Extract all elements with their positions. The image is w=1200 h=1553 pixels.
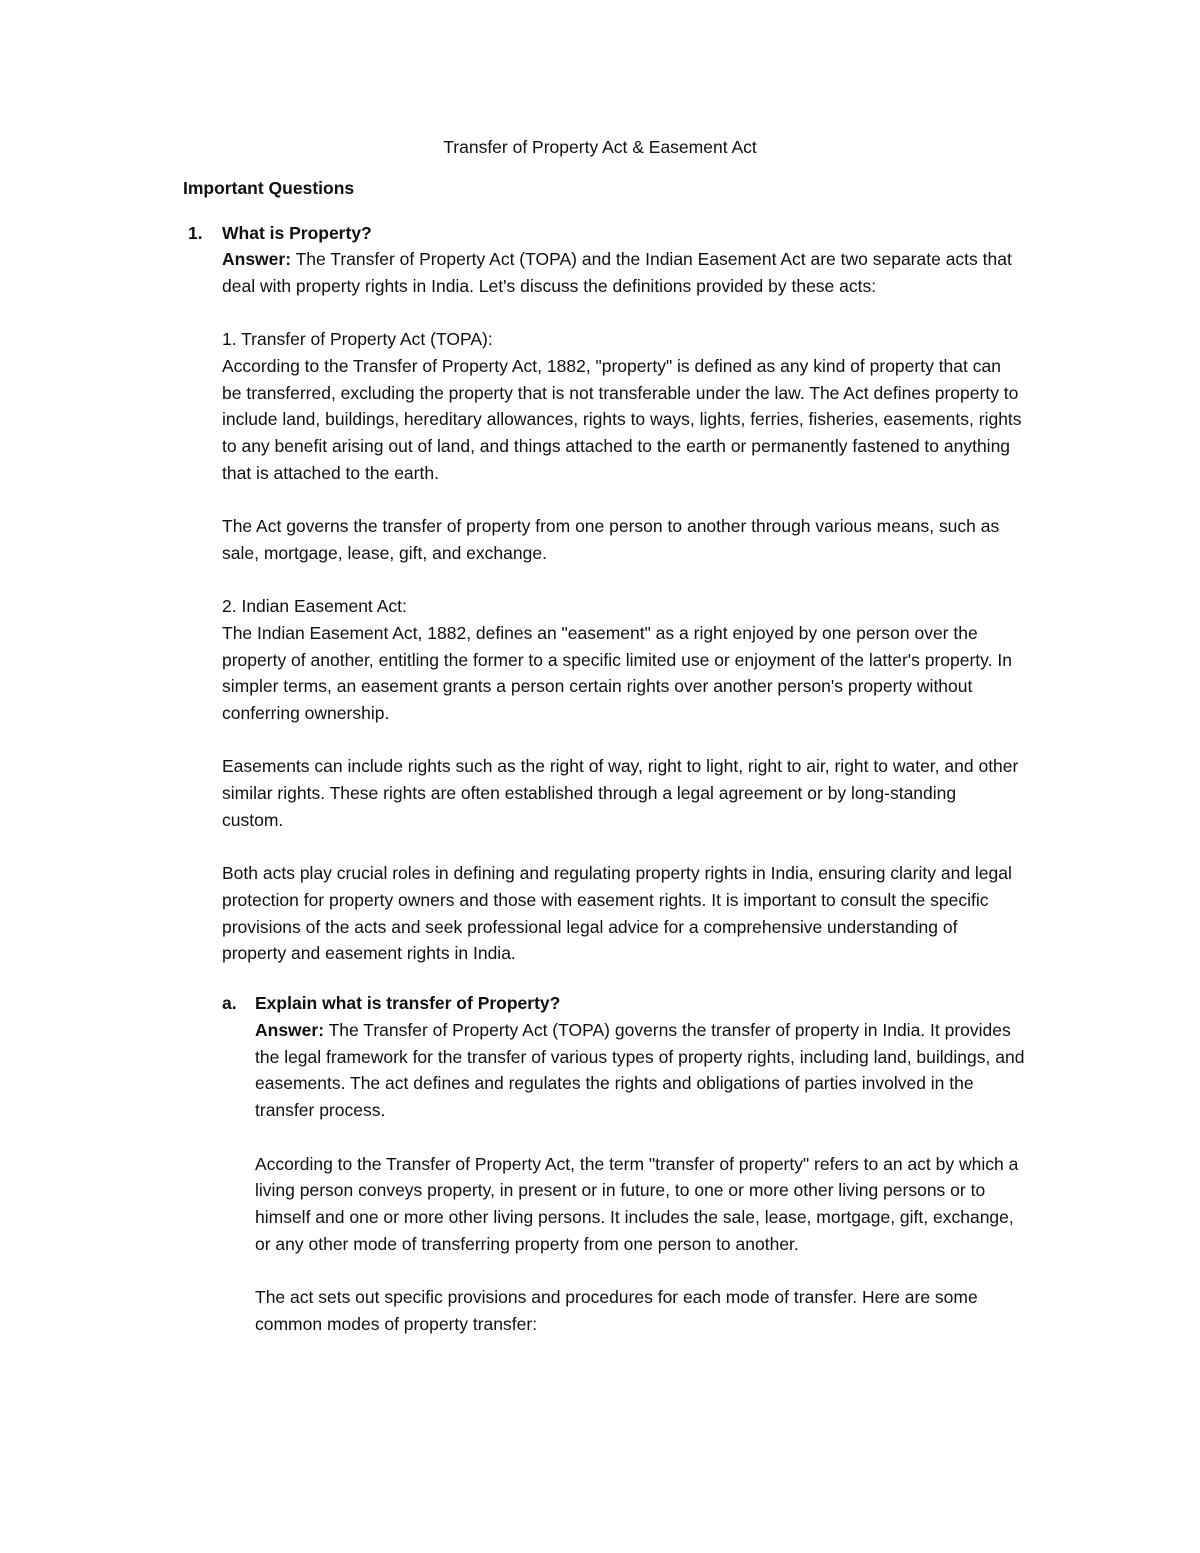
question-number: 1. — [188, 223, 203, 243]
easement-heading: 2. Indian Easement Act: — [222, 596, 407, 617]
answer-intro-paragraph — [222, 246, 1022, 299]
sub-question-title: Explain what is transfer of Property? — [255, 993, 561, 1013]
easement-paragraph-1: The Indian Easement Act, 1882, defines an "easement" as a right enjoyed by one person over the property of another, entitling the former to a specific limited use or enjoyment of the latter's property. In simpler terms, an easement grants a person certain rights over another person's property without conferring ownership. — [222, 622, 1012, 723]
question-title: What is Property? — [222, 223, 372, 243]
answer-label: Answer: — [222, 249, 292, 269]
sub-answer-paragraph-1 — [255, 1017, 1025, 1124]
sub-answer-paragraph-2: According to the Transfer of Property Act, the term "transfer of property" refers to an act by which a living person conveys property, in present or in future, to one or more other living persons or to himself and one or more other living persons. It includes the sale, lease, mortgage, gift, exchange, or any other mode of transferring property from one person to another. — [255, 1153, 1019, 1254]
document-title: Transfer of Property Act & Easement Act — [443, 137, 757, 157]
topa-heading: 1. Transfer of Property Act (TOPA): — [222, 329, 493, 350]
conclusion-paragraph: Both acts play crucial roles in defining and regulating property rights in India, ensuring clarity and legal protection for property owners and those with easement rights. It is important to consult the specific provisions of the acts and seek professional legal advice for a comprehensive understanding of property and easement rights in India. — [222, 863, 1012, 964]
question-1-answer — [222, 246, 1022, 967]
sub-question-letter: a. — [222, 993, 237, 1013]
easement-paragraph-2: Easements can include rights such as the right of way, right to light, right to air, right to water, and other similar rights. These rights are often established through a legal agreement or by long-standing custom. — [222, 756, 1019, 830]
sub-question-answer — [255, 1017, 1025, 1337]
answer-intro-text: The Transfer of Property Act (TOPA) and the Indian Easement Act are two separate acts that deal with property rights in India. Let's discuss the definitions provided by these acts: — [222, 249, 1012, 296]
sub-answer-paragraph-3: The act sets out specific provisions and procedures for each mode of transfer. Here are some common modes of property transfer: — [255, 1287, 978, 1334]
sub-answer-text-1: The Transfer of Property Act (TOPA) governs the transfer of property in India. It provides the legal framework for the transfer of various types of property rights, including land, buildings, and easements. The act defines and regulates the rights and obligations of parties involved in the transfer process. — [255, 1020, 1025, 1121]
sub-answer-label: Answer: — [255, 1020, 325, 1040]
topa-paragraph-1: According to the Transfer of Property Act, 1882, "property" is defined as any kind of property that can be transferred, excluding the property that is not transferable under the law. The Act defines property to include land, buildings, hereditary allowances, rights to ways, lights, ferries, fisheries, easements, rights to any benefit arising out of land, and things attached to the earth or permanently fastened to anything that is attached to the earth. — [222, 355, 1022, 483]
section-heading: Important Questions — [183, 178, 355, 198]
topa-paragraph-2: The Act governs the transfer of property from one person to another through various means, such as sale, mortgage, lease, gift, and exchange. — [222, 516, 1000, 563]
